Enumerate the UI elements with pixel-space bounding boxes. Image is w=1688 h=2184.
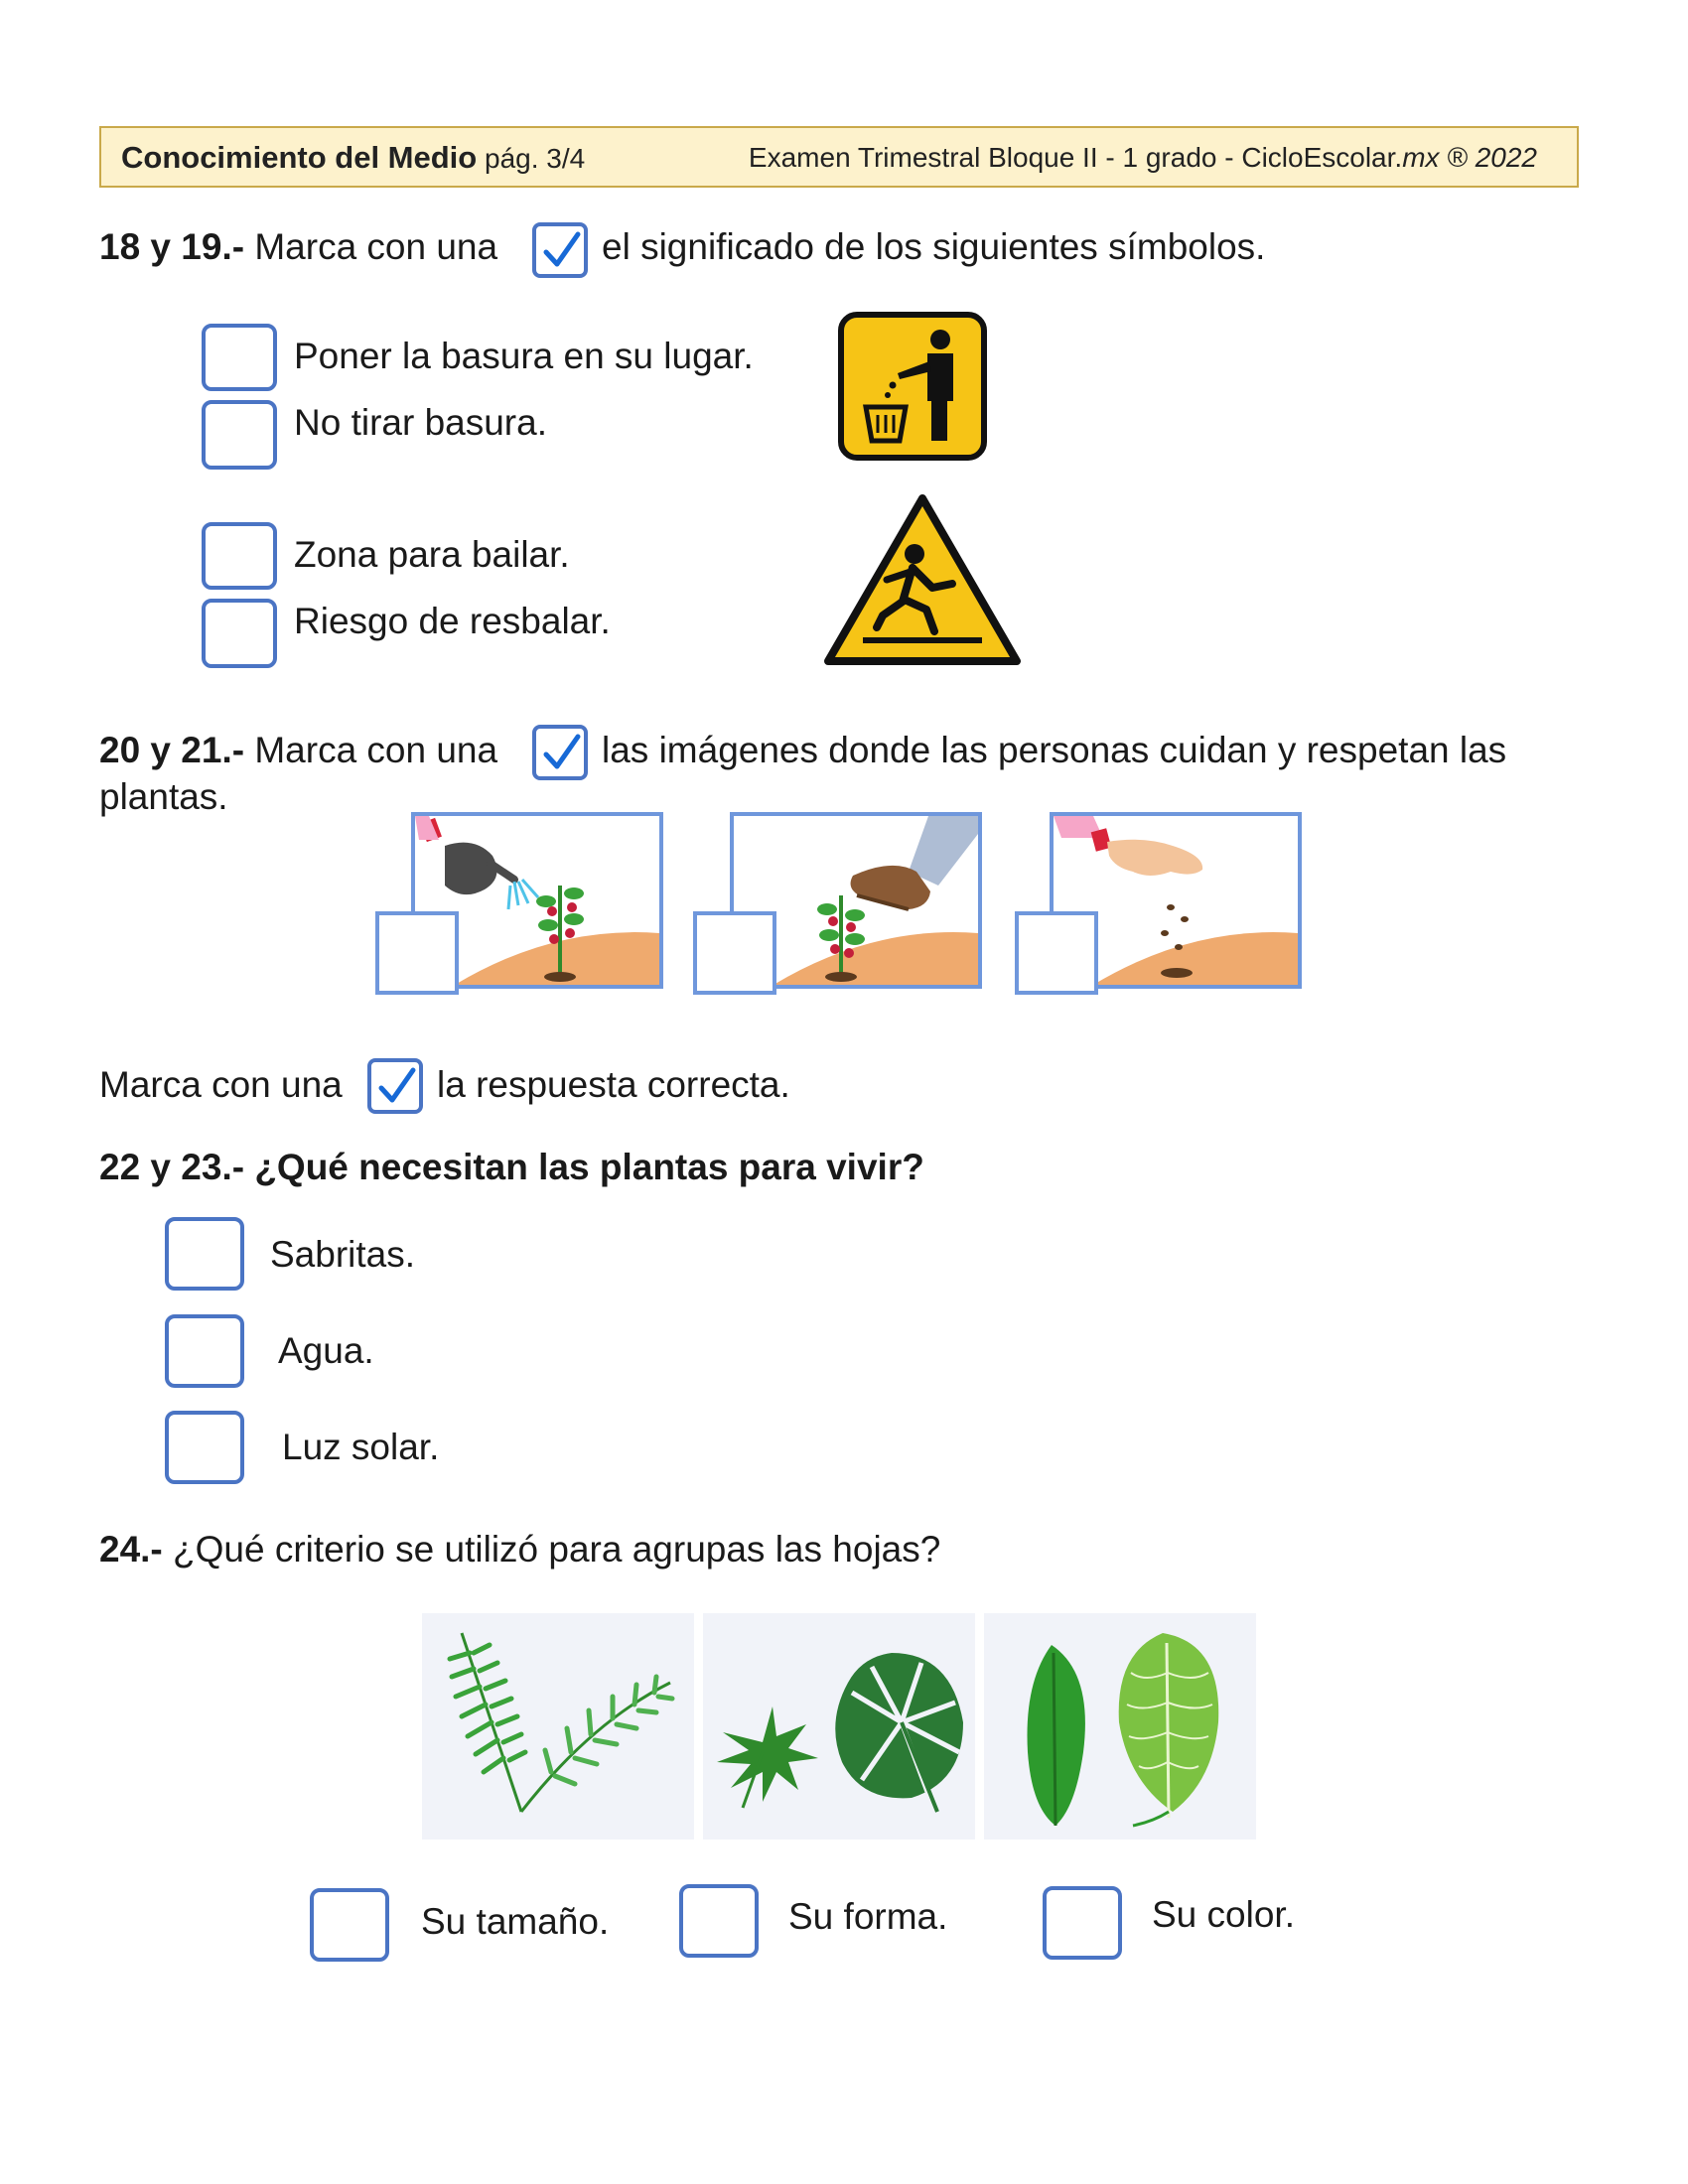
- question-text-line2: plantas.: [99, 776, 228, 817]
- split-leaves-icon: [703, 1613, 975, 1840]
- question-number: 24.-: [99, 1529, 163, 1570]
- option-label-luz-solar: Luz solar.: [282, 1427, 440, 1467]
- checkmark-example-icon: [532, 222, 588, 278]
- option-checkbox-3[interactable]: [202, 522, 277, 590]
- option-label-color: Su color.: [1152, 1894, 1295, 1935]
- exam-domain: mx: [1402, 142, 1440, 173]
- palm-leaves-icon: [422, 1613, 694, 1840]
- option-checkbox-2[interactable]: [202, 400, 277, 470]
- option-checkbox-color[interactable]: [1043, 1886, 1122, 1960]
- question-22-23: 22 y 23.- ¿Qué necesitan las plantas para vivir?: [99, 1147, 924, 1187]
- instruction-text-pre: Marca con una: [99, 1064, 343, 1105]
- image-checkbox-2[interactable]: [693, 911, 776, 995]
- question-text-post: el significado de los siguientes símbolos.: [602, 226, 1266, 267]
- option-checkbox-luz-solar[interactable]: [165, 1411, 244, 1484]
- option-checkbox-tamano[interactable]: [310, 1888, 389, 1962]
- question-24: [99, 1529, 940, 1570]
- copyright-year: ® 2022: [1447, 142, 1537, 173]
- option-label-forma: Su forma.: [788, 1896, 948, 1937]
- exam-title: Examen Trimestral Bloque II - 1 grado - CicloEscolar.: [748, 142, 1403, 173]
- image-checkbox-1[interactable]: [375, 911, 459, 995]
- option-label-4: Riesgo de resbalar.: [294, 601, 611, 641]
- option-label-tamano: Su tamaño.: [421, 1901, 610, 1942]
- option-label-1: Poner la basura en su lugar.: [294, 336, 754, 376]
- question-text-pre: Marca con una: [254, 226, 498, 267]
- question-text: ¿Qué criterio se utilizó para agrupas las hojas?: [173, 1529, 941, 1570]
- question-text-post: las imágenes donde las personas cuidan y respetan las: [602, 730, 1507, 770]
- subject-title: Conocimiento del Medio: [121, 140, 478, 175]
- page-header: [99, 126, 1579, 188]
- option-checkbox-sabritas[interactable]: [165, 1217, 244, 1291]
- option-checkbox-agua[interactable]: [165, 1314, 244, 1388]
- option-checkbox-1[interactable]: [202, 324, 277, 391]
- smooth-leaves-icon: [984, 1613, 1256, 1840]
- option-label-sabritas: Sabritas.: [270, 1234, 416, 1275]
- question-20-21: [99, 730, 497, 771]
- option-checkbox-forma[interactable]: [679, 1884, 759, 1958]
- option-label-3: Zona para bailar.: [294, 534, 570, 575]
- leaf-group-smooth: [984, 1613, 1256, 1840]
- page-number: pág. 3/4: [485, 143, 586, 174]
- question-18-19: [99, 226, 497, 268]
- instruction-text-post: la respuesta correcta.: [437, 1064, 790, 1105]
- leaf-group-palm: [422, 1613, 694, 1840]
- option-label-2: No tirar basura.: [294, 402, 547, 443]
- option-checkbox-4[interactable]: [202, 599, 277, 668]
- checkmark-example-icon: [367, 1058, 423, 1114]
- leaf-group-split: [703, 1613, 975, 1840]
- slippery-floor-warning-icon: [823, 492, 1022, 667]
- put-trash-in-bin-sign-icon: [838, 312, 987, 461]
- option-label-agua: Agua.: [278, 1330, 374, 1371]
- question-text-pre: Marca con una: [254, 730, 498, 770]
- checkmark-example-icon: [532, 725, 588, 780]
- image-checkbox-3[interactable]: [1015, 911, 1098, 995]
- question-number: 18 y 19.-: [99, 226, 245, 267]
- question-number: 20 y 21.-: [99, 730, 245, 770]
